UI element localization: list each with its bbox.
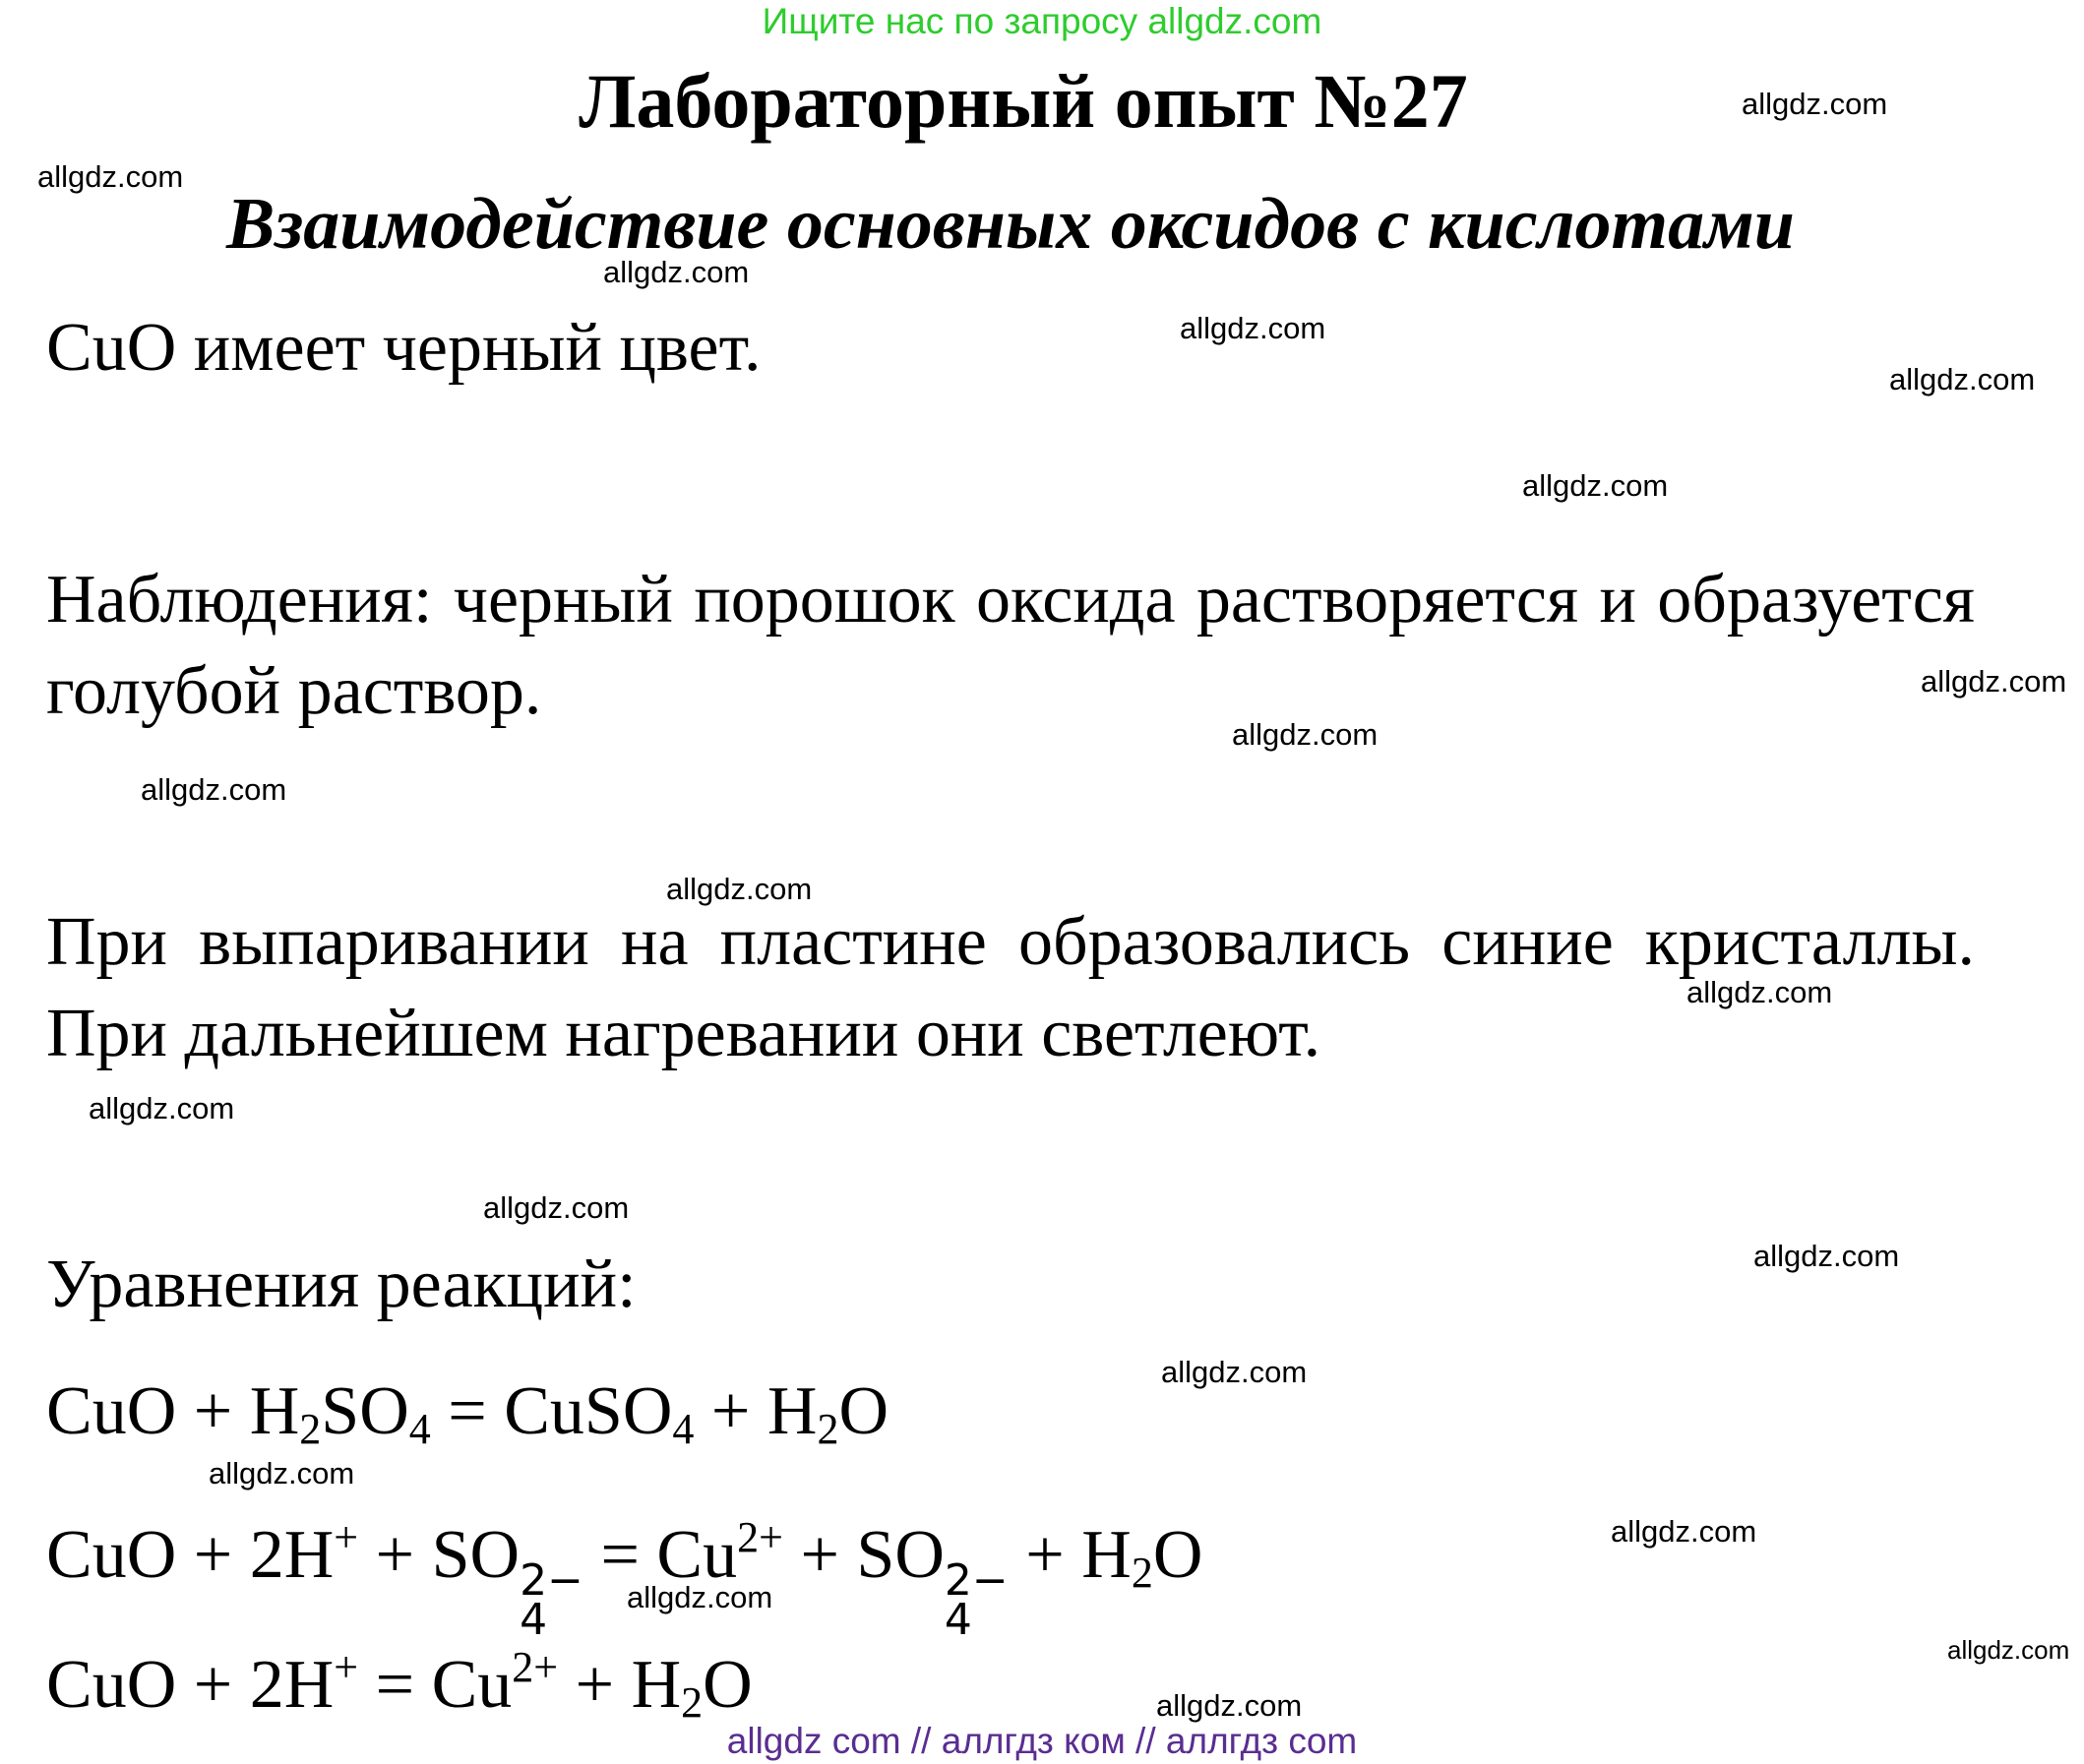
equation-full-ionic <box>46 1493 1203 1645</box>
eq1-part-c: = CuSO <box>430 1373 673 1449</box>
eq2-part-e: + H <box>1008 1517 1132 1593</box>
paragraph-equations-heading: Уравнения реакций: <box>46 1247 637 1322</box>
watermark: allgdz.com <box>1742 87 1888 121</box>
watermark: allgdz.com <box>1232 717 1379 752</box>
eq2-ion1-sup: 2− <box>520 1555 583 1606</box>
paragraph-color: CuO имеет черный цвет. <box>46 310 762 386</box>
eq1-part-a: CuO + H <box>46 1373 300 1449</box>
eq1-part-d: + H <box>694 1373 818 1449</box>
eq2-part-f: O <box>1152 1517 1203 1593</box>
watermark: allgdz.com <box>1161 1355 1308 1389</box>
watermark: allgdz.com <box>1753 1239 1900 1273</box>
eq3-sup-b: 2+ <box>512 1643 559 1691</box>
eq1-sub-c: 4 <box>672 1405 695 1453</box>
paragraph-observations: Наблюдения: черный порошок оксида растворяется и образуется голубой раствор. <box>46 562 1975 729</box>
watermark: allgdz.com <box>603 255 750 289</box>
eq2-ion2-sub: 4 <box>944 1595 972 1645</box>
watermark: allgdz.com <box>1611 1514 1757 1549</box>
eq1-part-e: O <box>838 1373 889 1449</box>
watermark: allgdz.com <box>483 1190 630 1225</box>
watermark: allgdz.com <box>141 772 287 807</box>
watermark: allgdz.com <box>1947 1635 2070 1665</box>
bottom-banner-link[interactable]: allgdz com // аллгдз ком // аллгдз com <box>726 1721 1358 1761</box>
watermark: allgdz.com <box>1156 1688 1303 1723</box>
eq3-part-b: = Cu <box>358 1647 513 1723</box>
watermark: allgdz.com <box>1180 311 1326 345</box>
watermark: allgdz.com <box>37 159 184 194</box>
watermark: allgdz.com <box>1522 468 1669 503</box>
watermark: allgdz.com <box>627 1580 773 1614</box>
page-subtitle: Взаимодействие основных оксидов с кислотами <box>226 184 1795 265</box>
top-banner-link[interactable]: Ищите нас по запросу allgdz.com <box>762 1 1322 41</box>
eq1-sub-a: 2 <box>299 1405 322 1453</box>
watermark: allgdz.com <box>1921 664 2067 699</box>
watermark: allgdz.com <box>89 1091 235 1125</box>
eq2-part-b: + SO <box>358 1517 521 1593</box>
watermark: allgdz.com <box>1686 975 1833 1009</box>
eq2-ion2-sup: 2− <box>944 1555 1009 1606</box>
watermark: allgdz.com <box>666 872 813 906</box>
eq2-part-a: CuO + 2H <box>46 1517 335 1593</box>
eq2-sup-a: + <box>334 1513 359 1561</box>
equation-molecular <box>46 1368 889 1474</box>
watermark: allgdz.com <box>209 1456 355 1490</box>
watermark: allgdz.com <box>1889 362 2036 396</box>
eq3-part-c: + H <box>558 1647 682 1723</box>
eq1-sub-d: 2 <box>817 1405 839 1453</box>
eq1-sub-b: 4 <box>408 1405 431 1453</box>
eq3-part-a: CuO + 2H <box>46 1647 335 1723</box>
paragraph-evaporation: При выпаривании на пластине образовались синие кристаллы. При дальнейшем нагревании они светлеют. <box>46 904 1975 1071</box>
eq2-part-d: + SO <box>782 1517 945 1593</box>
eq3-sub-c: 2 <box>681 1678 704 1727</box>
eq3-sup-a: + <box>334 1643 359 1691</box>
eq2-part-c: = Cu <box>582 1517 738 1593</box>
eq2-sub-e: 2 <box>1131 1549 1153 1597</box>
eq2-ion1-sub: 4 <box>520 1595 548 1645</box>
eq3-part-d: O <box>703 1647 753 1723</box>
eq1-part-b: SO <box>321 1373 409 1449</box>
eq2-sup-c: 2+ <box>737 1513 783 1561</box>
eq2-ion2-charge <box>944 1555 1009 1645</box>
page-title: Лабораторный опыт №27 <box>579 58 1468 144</box>
